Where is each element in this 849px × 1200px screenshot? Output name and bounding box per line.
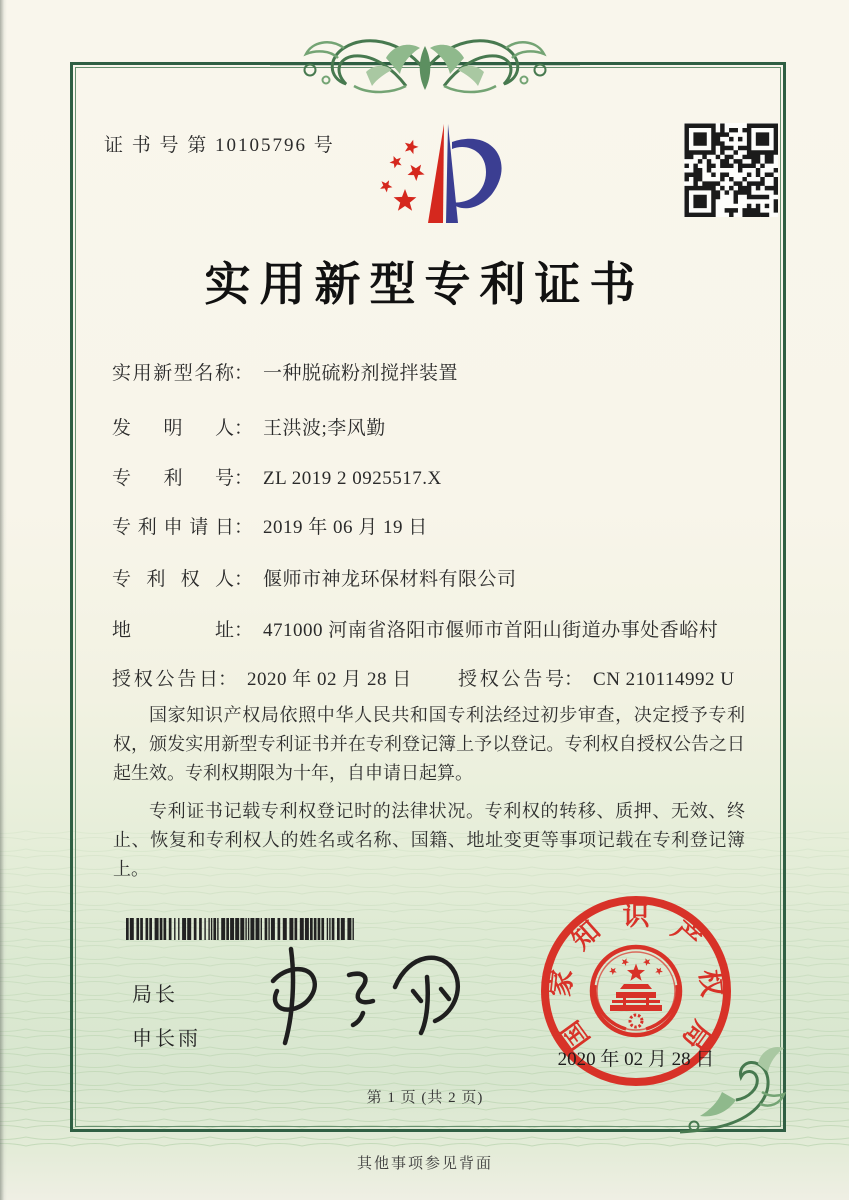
- legal-text: [113, 701, 745, 884]
- field-row-inventor: [112, 413, 386, 440]
- cnipa-logo: [360, 104, 540, 236]
- field-label-address: 地址: [112, 620, 234, 641]
- field-value-grant-no: CN 210114992 U: [593, 669, 735, 690]
- signer-title: 局长: [132, 984, 178, 1006]
- field-label-grant-date: 授权公告日: [112, 669, 218, 690]
- signer-name: 申长雨: [132, 1028, 201, 1050]
- svg-text:家: 家: [545, 968, 578, 999]
- legal-paragraph-1: 国家知识产权局依照中华人民共和国专利法经过初步审查，决定授予专利权，颁发实用新型专利证书并在专利登记簿上予以登记。专利权自授权公告之日起生效。专利权期限为十年，自申请日起算。: [113, 705, 745, 783]
- field-label-patent-no: 专利号: [112, 468, 234, 489]
- field-label-grant-no: 授权公告号: [458, 669, 564, 690]
- page-number: 第 1 页 (共 2 页): [366, 1090, 484, 1106]
- field-colon: ：: [234, 468, 254, 489]
- svg-text:权: 权: [694, 968, 727, 999]
- seal-date: 2020 年 02 月 28 日: [557, 1049, 715, 1070]
- svg-text:知: 知: [565, 915, 606, 956]
- field-colon: ：: [234, 620, 254, 641]
- field-value-utility-name: 一种脱硫粉剂搅拌装置: [263, 363, 459, 384]
- signer-block: [132, 978, 201, 1051]
- field-row-filing-date: [112, 512, 428, 539]
- svg-text:局: 局: [676, 1015, 717, 1055]
- field-value-filing-date: 2019 年 06 月 19 日: [263, 517, 428, 538]
- certificate-title: 实用新型专利证书: [204, 259, 645, 310]
- field-value-patentee: 偃师市神龙环保材料有限公司: [263, 569, 517, 590]
- field-row-patentee: [112, 564, 517, 591]
- field-colon: ：: [234, 418, 254, 439]
- field-label-inventor: 发明人: [112, 418, 234, 439]
- field-value-inventor: 王洪波;李风勤: [263, 418, 386, 439]
- field-colon: ：: [564, 669, 584, 690]
- director-signature: [245, 935, 485, 1050]
- legal-paragraph-2: 专利证书记载专利权登记时的法律状况。专利权的转移、质押、无效、终止、恢复和专利权人的姓名或名称、国籍、地址变更等事项记载在专利登记簿上。: [113, 801, 745, 879]
- svg-text:国: 国: [555, 1015, 596, 1055]
- field-value-patent-no: ZL 2019 2 0925517.X: [263, 468, 442, 489]
- scan-edge-shadow: [0, 0, 7, 1200]
- svg-text:识: 识: [622, 901, 650, 931]
- field-row-patent-no: [112, 463, 442, 490]
- back-note: 其他事项参见背面: [356, 1156, 493, 1172]
- field-label-utility-name: 实用新型名称: [112, 363, 234, 384]
- field-colon: ：: [218, 669, 238, 690]
- qr-code: [684, 123, 778, 217]
- field-row-address: [112, 615, 718, 642]
- field-colon: ：: [234, 569, 254, 590]
- field-row-grant: [112, 664, 735, 691]
- certificate-number: 证 书 号 第 10105796 号: [104, 135, 335, 156]
- field-colon: ：: [234, 517, 254, 538]
- field-colon: ：: [234, 363, 254, 384]
- field-label-filing-date: 专利申请日: [112, 517, 234, 538]
- top-flourish-ornament: [270, 28, 580, 112]
- svg-text:产: 产: [666, 915, 707, 956]
- field-value-grant-date: 2020 年 02 月 28 日: [247, 669, 412, 690]
- national-emblem: [592, 947, 680, 1035]
- field-row-utility-name: [112, 358, 458, 385]
- field-label-patentee: 专利权人: [112, 569, 234, 590]
- field-grant-no-group: [458, 664, 734, 691]
- logo-stars: [380, 140, 425, 211]
- field-value-address: 471000 河南省洛阳市偃师市首阳山街道办事处香峪村: [263, 620, 719, 641]
